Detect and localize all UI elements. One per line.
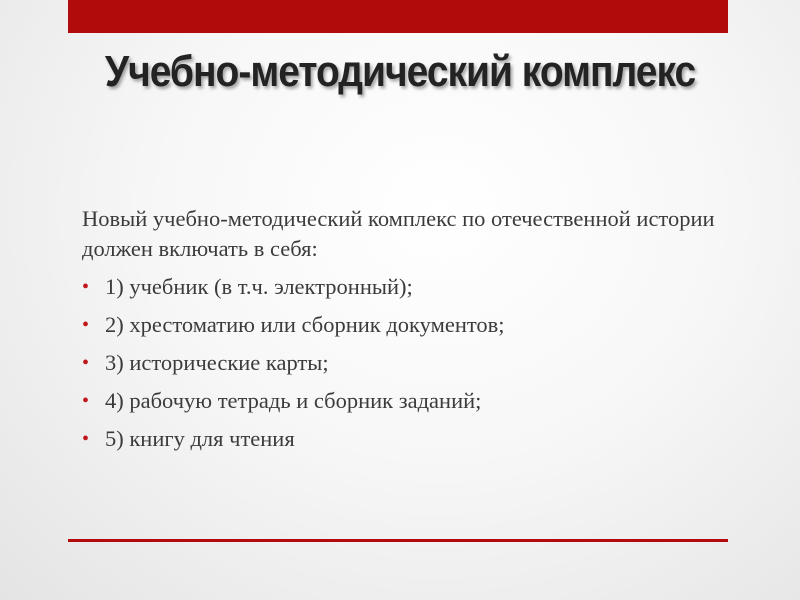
bullet-list (82, 272, 752, 454)
bullet-icon: • (82, 352, 90, 374)
list-item-text: 1) учебник (в т.ч. электронный); (105, 274, 413, 299)
list-item (82, 424, 752, 454)
top-accent-bar (68, 0, 728, 33)
slide-content (82, 204, 752, 462)
bottom-accent-line (68, 539, 728, 542)
list-item-text: 4) рабочую тетрадь и сборник заданий; (105, 388, 482, 413)
slide-title: Учебно-методический комплекс (104, 48, 696, 97)
bullet-icon: • (82, 390, 90, 412)
intro-text: Новый учебно-методический комплекс по отечественной истории должен включать в себя: (82, 206, 715, 261)
list-item (82, 348, 752, 378)
list-item-text: 3) исторические карты; (105, 350, 329, 375)
list-item-text: 2) хрестоматию или сборник документов; (105, 312, 505, 337)
bullet-icon: • (82, 428, 90, 450)
list-item (82, 386, 752, 416)
list-item-text: 5) книгу для чтения (105, 426, 295, 451)
bullet-icon: • (82, 276, 90, 298)
list-item (82, 272, 752, 302)
list-item (82, 310, 752, 340)
bullet-icon: • (82, 314, 90, 336)
